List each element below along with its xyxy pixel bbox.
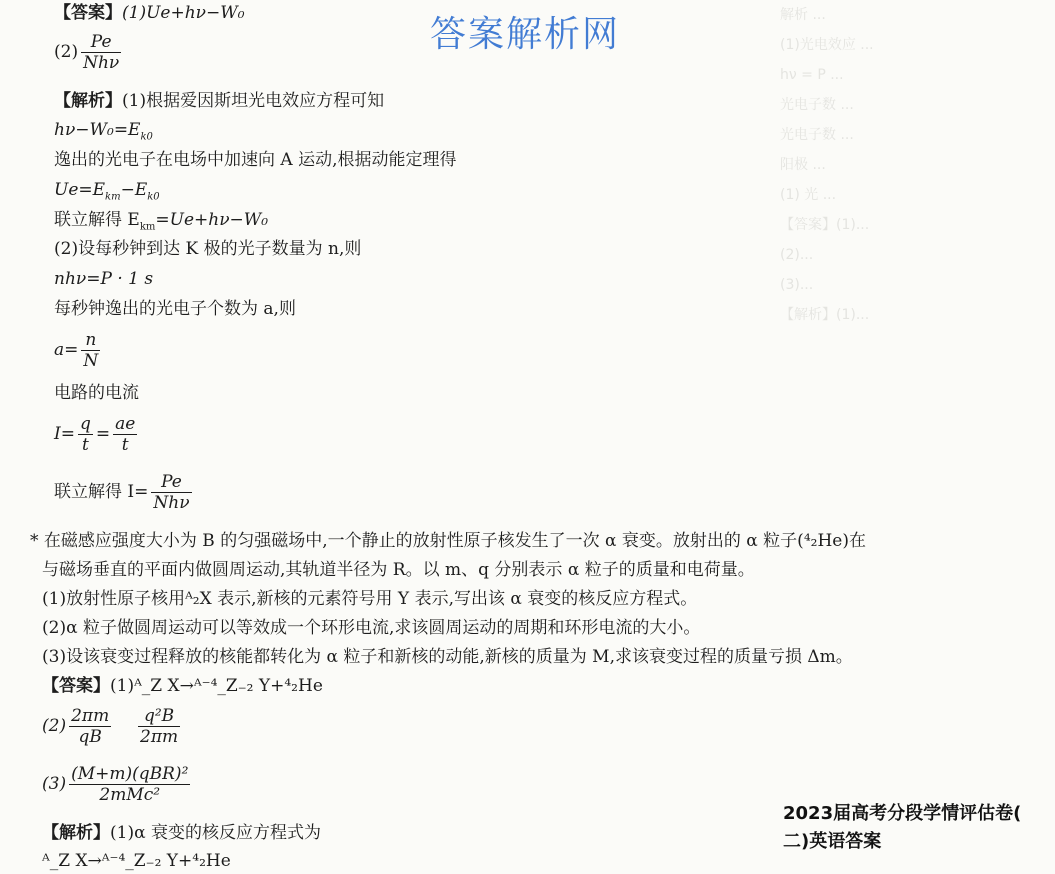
analysis-line-part2 [42,822,321,844]
question-line-1: * 在磁感应强度大小为 B 的匀强磁场中,一个静止的放射性原子核发生了一次 α 衰变。放射出的 α 粒子(⁴₂He)在 [30,531,866,551]
fraction [69,764,190,805]
site-watermark: 答案解析网 [430,14,621,55]
numerator: q²B [138,706,180,727]
ghost-line: 解析 ... [780,7,826,23]
answer-2-prefix: (2) [54,42,79,62]
ghost-line: (3)... [780,277,814,293]
text-line-accelerate: 逸出的光电子在电场中加速向 A 运动,根据动能定理得 [54,150,457,170]
answer-tag: 【答案】 [54,3,122,23]
badge-line-1: 2023届高考分段学情评估卷( [783,803,1022,824]
eq-lhs: a= [54,340,79,360]
analysis-tag: 【解析】 [42,823,110,843]
ghost-line: 阳极 ... [780,157,826,173]
answer-line-3-part2 [42,764,193,805]
solve-line-1 [54,209,268,238]
eq-lhs: I= [54,424,75,444]
fraction [69,706,111,747]
eq-sub: k0 [147,191,160,203]
denominator: t [121,435,129,455]
text-line-q2: (2)设每秒钟到达 K 极的光子数量为 n,则 [54,239,362,259]
answer-1: (1)ᴬ_Z X→ᴬ⁻⁴_Z₋₂ Y+⁴₂He [110,676,323,696]
badge-line-2: 二)英语答案 [783,831,882,852]
question-line-4: (2)α 粒子做圆周运动可以等效成一个环形电流,求该圆周运动的周期和环形电流的大小。 [42,618,701,638]
analysis-text: (1)根据爱因斯坦光电效应方程可知 [122,91,385,111]
solve-text: 联立解得 E [54,210,140,230]
ghost-line: (1)光电效应 ... [780,37,874,53]
denominator: 2mMc² [99,785,161,805]
text-line-current: 电路的电流 [54,383,139,403]
eq-sub: km [105,191,121,203]
equation-3: nhν=P · 1 s [54,269,154,289]
answer-1: (1)Ue+hν−W₀ [122,3,245,23]
equation-final: ᴬ_Z X→ᴬ⁻⁴_Z₋₂ Y+⁴₂He [42,851,231,871]
question-line-2: 与磁场垂直的平面内做圆周运动,其轨道半径为 R。以 m、q 分别表示 α 粒子的质量和电荷量。 [42,560,755,580]
equation-1 [54,119,153,148]
ghost-line: 【答案】(1)... [780,217,870,233]
analysis-line-1 [54,90,384,112]
ghost-line: 光电子数 ... [780,97,854,113]
fraction [81,330,100,371]
ghost-line: 光电子数 ... [780,127,854,143]
solve-text: =Ue+hν−W₀ [155,210,269,230]
fraction [138,706,180,747]
answer-line-2-part2 [42,706,183,747]
answer-line-1 [54,2,245,24]
eq-text: hν−W₀=E [54,120,141,140]
numerator: ae [115,414,136,434]
equation-4 [54,330,103,371]
analysis-tag: 【解析】 [54,91,122,111]
equation-5 [54,414,140,455]
eq-text: Ue=E [54,180,106,200]
numerator: q [79,414,91,434]
ghost-line: (1) 光 ... [780,187,837,203]
ghost-line: (2)... [780,247,814,263]
solve-text: 联立解得 I= [54,482,149,502]
numerator: Pe [81,32,121,53]
solve-line-2 [54,472,195,513]
eq-sub: km [139,221,156,233]
denominator: 2πm [140,727,179,747]
answer-tag: 【答案】 [42,676,110,696]
fraction [113,414,137,455]
fraction [81,32,121,73]
denominator: Nhν [83,53,120,73]
question-line-5: (3)设该衰变过程释放的核能都转化为 α 粒子和新核的动能,新核的质量为 M,求该衰变过程的质量亏损 Δm。 [42,647,853,667]
fraction [78,414,93,455]
numerator: (M+m)(qBR)² [71,764,189,784]
numerator: n [81,330,100,351]
answer-line-1-part2 [42,675,323,697]
eq-mid: = [95,424,111,444]
answer-line-2 [54,32,124,73]
ghost-line: 【解析】(1)... [780,307,870,323]
eq-sub: k0 [140,131,153,143]
fraction [151,472,191,513]
ghost-line: hν = P ... [780,67,844,83]
analysis-text: (1)α 衰变的核反应方程式为 [110,823,321,843]
denominator: N [83,351,99,371]
eq-text: −E [120,180,148,200]
denominator: qB [78,727,102,747]
equation-2 [54,179,160,208]
answer-3-prefix: (3) [42,774,67,794]
denominator: t [81,435,89,455]
numerator: 2πm [71,706,110,726]
answer-2-prefix: (2) [42,716,67,736]
exam-title-badge [783,800,1055,856]
numerator: Pe [151,472,191,493]
denominator: Nhν [153,493,190,513]
question-line-3: (1)放射性原子核用ᴬ₂X 表示,新核的元素符号用 Y 表示,写出该 α 衰变的核反应方程式。 [42,589,698,609]
text-line-escape: 每秒钟逸出的光电子个数为 a,则 [54,299,296,319]
